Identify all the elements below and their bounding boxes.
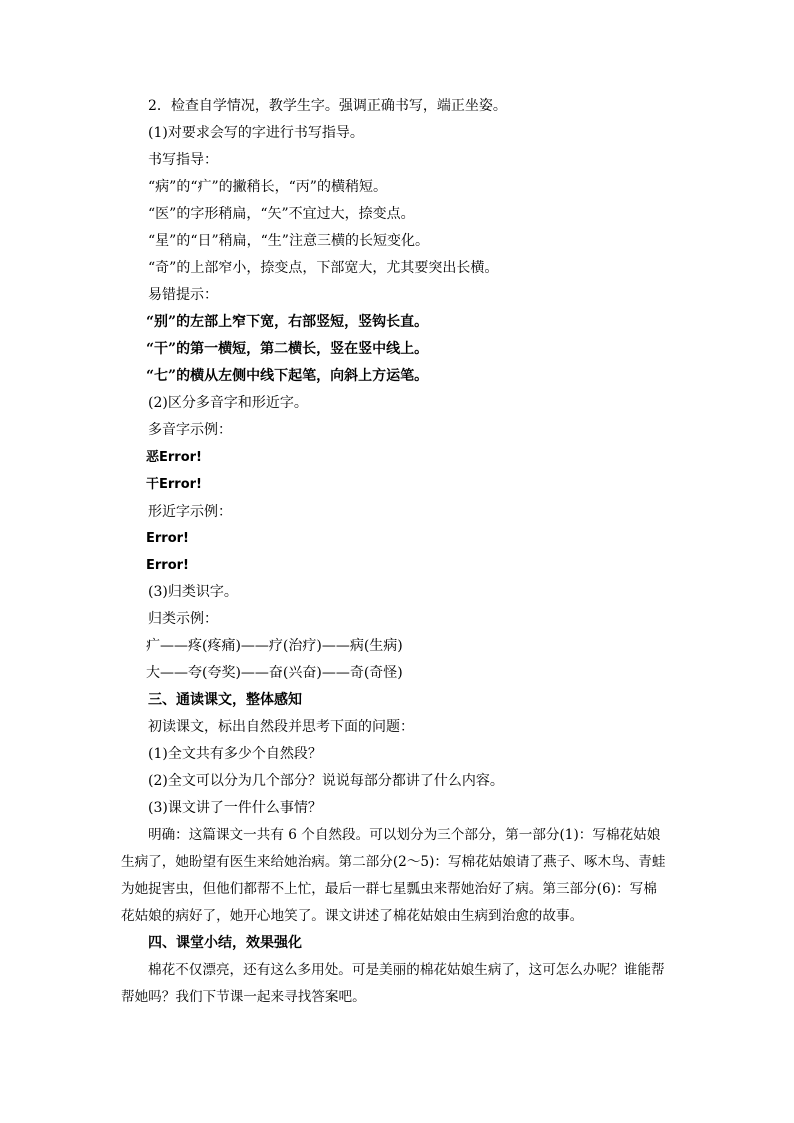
example-line: Error! <box>146 558 189 573</box>
paragraph-line: 明确：这篇课文一共有 6 个自然段。可以划分为三个部分，第一部分(1)：写棉花姑娘 <box>148 827 661 843</box>
label: 归类示例： <box>148 611 218 627</box>
section-heading: 三、通读课文，整体感知 <box>148 692 302 708</box>
question-line: (3)课文讲了一件什么事情？ <box>148 800 322 816</box>
label: 书写指导： <box>148 152 218 168</box>
guidance-line: “病”的“疒”的撇稍长，“丙”的横稍短。 <box>148 179 387 195</box>
paragraph-line: 为她捉害虫，但他们都帮不上忙，最后一群七星瓢虫来帮她治好了病。第三部分(6)：写棉 <box>121 881 657 897</box>
section-heading: 四、课堂小结，效果强化 <box>148 935 302 951</box>
error-tip-line: “七”的横从左侧中线下起笔，向斜上方运笔。 <box>146 368 429 384</box>
example-line: 干Error! <box>146 477 202 492</box>
example-line: Error! <box>146 531 189 546</box>
example-line: 疒——疼(疼痛)——疗(治疗)——病(生病) <box>146 638 403 654</box>
sub-heading: (3)归类识字。 <box>148 584 238 600</box>
paragraph-line: 初读课文，标出自然段并思考下面的问题： <box>148 719 414 735</box>
sub-heading: (2)区分多音字和形近字。 <box>148 395 308 411</box>
label: 易错提示： <box>148 287 218 303</box>
paragraph-line: 花姑娘的病好了，她开心地笑了。课文讲述了棉花姑娘由生病到治愈的故事。 <box>121 908 584 924</box>
label: 形近字示例： <box>148 504 232 520</box>
step-heading: 2．检查自学情况，教学生字。强调正确书写，端正坐姿。 <box>148 98 507 114</box>
question-line: (2)全文可以分为几个部分？说说每部分都讲了什么内容。 <box>148 773 504 789</box>
guidance-line: “星”的“日”稍扁，“生”注意三横的长短变化。 <box>148 233 429 249</box>
guidance-line: “医”的字形稍扁，“矢”不宜过大，捺变点。 <box>148 206 415 222</box>
error-tip-line: “别”的左部上窄下宽，右部竖短，竖钩长直。 <box>146 314 429 330</box>
example-line: 恶Error! <box>146 450 202 465</box>
question-line: (1)全文共有多少个自然段？ <box>148 746 322 762</box>
error-tip-line: “干”的第一横短，第二横长，竖在竖中线上。 <box>146 341 429 357</box>
paragraph-line: 棉花不仅漂亮，还有这么多用处。可是美丽的棉花姑娘生病了，这可怎么办呢？谁能帮 <box>148 962 665 978</box>
paragraph-line: 帮她吗？我们下节课一起来寻找答案吧。 <box>121 989 366 1005</box>
guidance-line: “奇”的上部窄小，捺变点，下部宽大，尤其要突出长横。 <box>148 260 499 276</box>
paragraph-line: 生病了，她盼望有医生来给她治病。第二部分(2～5)：写棉花姑娘请了燕子、啄木鸟、青蛙 <box>121 854 666 870</box>
sub-heading: (1)对要求会写的字进行书写指导。 <box>148 125 364 141</box>
label: 多音字示例： <box>148 422 232 438</box>
example-line: 大——夸(夸奖)——奋(兴奋)——奇(奇怪) <box>146 665 403 681</box>
